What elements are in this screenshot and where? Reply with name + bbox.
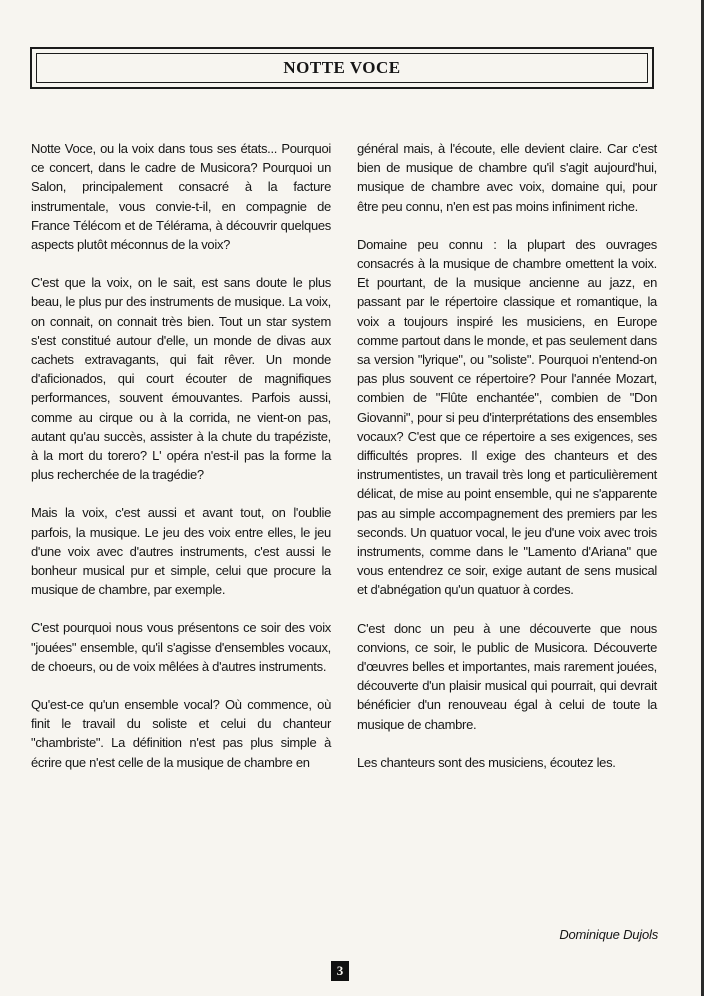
paragraph: C'est pourquoi nous vous présentons ce soir des voix "jouées" ensemble, qu'il s'agisse d'ensembles vocaux, de choeurs, ou de voix mêlées à d'autres instruments. [31, 620, 331, 674]
paragraph: C'est que la voix, on le sait, est sans doute le plus beau, le plus pur des instruments de musique. La voix, on connait, on connait très bien. Tout un star system s'est constitué autour d'elle, un monde de divas aux cachets extravagants, qui fait rêver. Un monde d'aficionados, qui court écouter de magnifiques performances, souvent émouvantes. Parfois aussi, comme au cirque ou à la corrida, ne vient-on pas, autant qu'au succès, assister à la chute du trapéziste, à la mort du torero? L' opéra n'est-il pas la forme la plus recherchée de la tragédie? [31, 275, 331, 483]
paragraph: Notte Voce, ou la voix dans tous ses états... Pourquoi ce concert, dans le cadre de Musicora? Pourquoi un Salon, principalement consacré à la facture instrumentale, vous convie-t-il, en compagnie de France Télécom et de Télérama, à découvrir quelques aspects plutôt méconnus de la voix? [31, 141, 331, 253]
paragraph: Les chanteurs sont des musiciens, écoutez les. [357, 754, 616, 770]
title-box [30, 47, 654, 89]
author-signature: Dominique Dujols [559, 927, 658, 942]
right-column [357, 139, 657, 791]
page-title: NOTTE VOCE [283, 58, 401, 77]
paragraph: Mais la voix, c'est aussi et avant tout, on l'oublie parfois, la musique. Le jeu des voix entre elles, le jeu d'une voix avec d'autres instruments, c'est aussi le bonheur musical pur et simple, celui que procure la musique de chambre, par exemple. [31, 505, 331, 598]
page-number: 3 [331, 961, 349, 981]
paragraph: C'est donc un peu à une découverte que nous convions, ce soir, le public de Musicora. Découverte d'œuvres belles et importantes, mais rarement jouées, découverte d'un plaisir musical qui pourrait, qui devrait bénéficier d'un renouveau égal à celui de toute la musique de chambre. [357, 620, 657, 732]
paragraph: général mais, à l'écoute, elle devient claire. Car c'est bien de musique de chambre qu'il s'agit aujourd'hui, musique de chambre avec voix, domaine qui, pour être peu connu, n'en est pas moins infiniment riche. [357, 141, 657, 214]
paragraph: Domaine peu connu : la plupart des ouvrages consacrés à la musique de chambre omettent la voix. Et pourtant, de la musique ancienne au jazz, en passant par le répertoire classique et romantique, la voix a toujours inspiré les musiciens, en Europe comme partout dans le monde, et pas seulement dans sa version "lyrique", ou "soliste". Pourquoi n'entend-on pas plus souvent ce répertoire? Pour l'année Mozart, combien de "Flûte enchantée", combien de "Don Giovanni", pour si peu d'interprétations des ensembles vocaux? C'est que ce répertoire a ses exigences, ses difficultés propres. Il exige des chanteurs et des instrumentistes, un travail très long et particulièrement délicat, de mise au point ensemble, qui ne s'apparente pas au simple accompagnement des premiers par les seconds. Un quatuor vocal, le jeu d'une voix avec trois instruments, comme dans le "Lamento d'Ariana" que vous entendrez ce soir, exige autant de sens musical et d'abnégation qu'un quatuor à cordes. [357, 236, 657, 598]
left-column [31, 139, 331, 791]
title-box-inner [36, 53, 648, 83]
paragraph: Qu'est-ce qu'un ensemble vocal? Où commence, où finit le travail du soliste et celui du chanteur "chambriste". La définition n'est pas plus simple à écrire que n'est celle de la musique de chambre en [31, 697, 331, 770]
